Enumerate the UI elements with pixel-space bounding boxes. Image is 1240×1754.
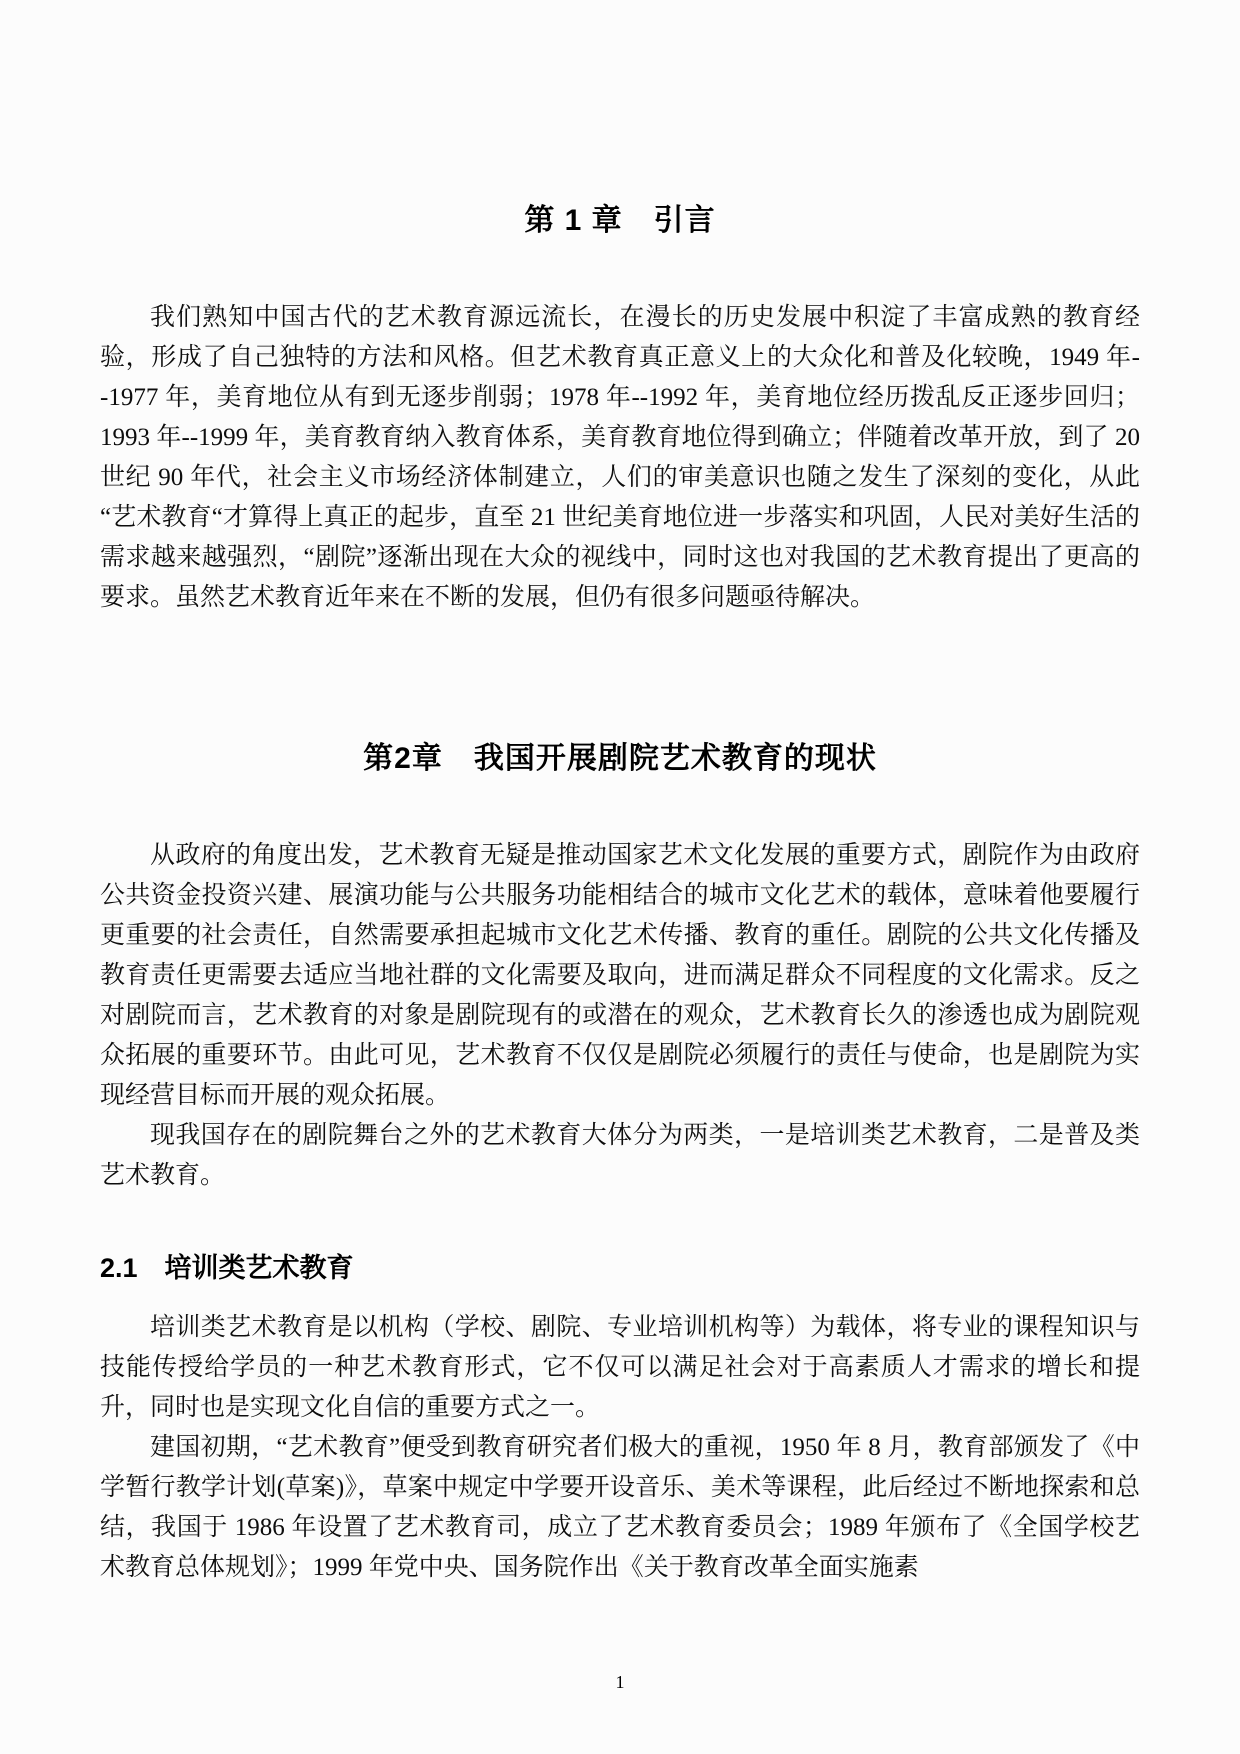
section-2-1-paragraph-2: 建国初期，“艺术教育”便受到教育研究者们极大的重视，1950 年 8 月，教育部颁发了《中学暂行教学计划(草案)》，草案中规定中学要开设音乐、美术等课程，此后经过不断地探索和总结，我国于 1986 年设置了艺术教育司，成立了艺术教育委员会；1989 年颁布了《全国学校艺术教育总体规划》；1999 年党中央、国务院作出《关于教育改革全面实施素 bbox=[100, 1434, 1140, 1581]
chapter-1-title: 第 1 章 引言 bbox=[524, 204, 716, 237]
chapter-2-paragraph-2: 现我国存在的剧院舞台之外的艺术教育大体分为两类，一是培训类艺术教育，二是普及类艺术教育。 bbox=[100, 1122, 1140, 1189]
section-2-1-paragraph-1: 培训类艺术教育是以机构（学校、剧院、专业培训机构等）为载体，将专业的课程知识与技能传授给学员的一种艺术教育形式，它不仅可以满足社会对于高素质人才需求的增长和提升，同时也是实现文化自信的重要方式之一。 bbox=[100, 1314, 1140, 1421]
chapter-1-paragraph-1: 我们熟知中国古代的艺术教育源远流长，在漫长的历史发展中积淀了丰富成熟的教育经验，形成了自己独特的方法和风格。但艺术教育真正意义上的大众化和普及化较晚，1949 年--1977 年，美育地位从有到无逐步削弱；1978 年--1992 年，美育地位经历拨乱反正逐步回归；1993 年--1999 年，美育教育纳入教育体系，美育教育地位得到确立；伴随着改革开放，到了 20 世纪 90 年代，社会主义市场经济体制建立，人们的审美意识也随之发生了深刻的变化，从此“艺术教育“才算得上真正的起步，直至 21 世纪美育地位进一步落实和巩固，人民对美好生活的需求越来越强烈，“剧院”逐渐出现在大众的视线中，同时这也对我国的艺术教育提出了更高的要求。虽然艺术教育近年来在不断的发展，但仍有很多问题亟待解决。 bbox=[100, 304, 1140, 611]
section-2-1-title: 2.1 培训类艺术教育 bbox=[100, 1253, 354, 1283]
page-number: 1 bbox=[615, 1672, 625, 1692]
chapter-2-paragraph-1: 从政府的角度出发，艺术教育无疑是推动国家艺术文化发展的重要方式，剧院作为由政府公共资金投资兴建、展演功能与公共服务功能相结合的城市文化艺术的载体，意味着他要履行更重要的社会责任，自然需要承担起城市文化艺术传播、教育的重任。剧院的公共文化传播及教育责任更需要去适应当地社群的文化需要及取向，进而满足群众不同程度的文化需求。反之对剧院而言，艺术教育的对象是剧院现有的或潜在的观众，艺术教育长久的渗透也成为剧院观众拓展的重要环节。由此可见，艺术教育不仅仅是剧院必须履行的责任与使命，也是剧院为实现经营目标而开展的观众拓展。 bbox=[100, 842, 1140, 1109]
chapter-2-title: 第2章 我国开展剧院艺术教育的现状 bbox=[363, 742, 877, 775]
